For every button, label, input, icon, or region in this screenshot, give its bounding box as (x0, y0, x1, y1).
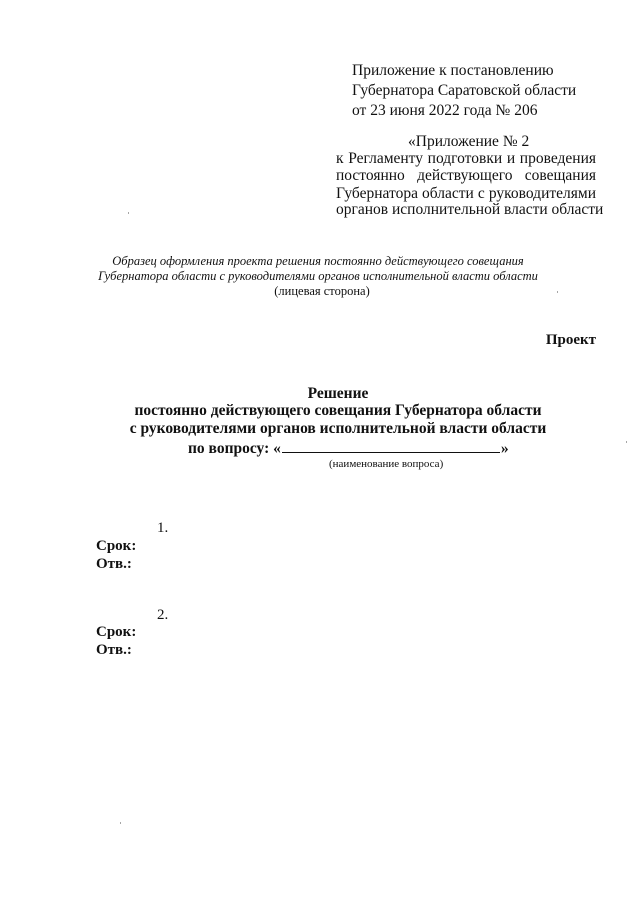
question-prefix: по вопросу: « (188, 440, 281, 457)
sample-caption-line-1: Образец оформления проекта решения постоянно действующего совещания (112, 254, 524, 268)
scan-speck (120, 822, 121, 824)
sample-side-note: (лицевая сторона) (274, 284, 370, 298)
decision-title: Решение (307, 385, 369, 402)
appendix-line-4: органов исполнительной власти области (336, 201, 604, 218)
item-1-deadline-label: Срок: (96, 538, 137, 554)
question-row (188, 438, 509, 458)
question-blank-line (282, 438, 500, 453)
appendix-line-1: к Регламенту подготовки и проведения (336, 150, 596, 167)
header-line-2: Губернатора Саратовской области (352, 82, 577, 99)
appendix-line-2: постоянно действующего совещания (336, 167, 596, 184)
sample-caption-line-2: Губернатора области с руководителями органов исполнительной власти области (98, 269, 538, 283)
decision-line-2: с руководителями органов исполнительной власти области (129, 420, 547, 437)
item-1-responsible-label: Отв.: (96, 556, 132, 572)
header-line-3: от 23 июня 2022 года № 206 (352, 102, 538, 119)
project-label: Проект (545, 332, 596, 348)
item-2-deadline-label: Срок: (96, 624, 137, 640)
question-note: (наименование вопроса) (329, 458, 444, 470)
appendix-title: «Приложение № 2 (408, 133, 530, 150)
question-suffix: » (500, 440, 509, 457)
scan-speck (626, 441, 627, 443)
item-1-number: 1. (157, 520, 169, 536)
appendix-line-3: Губернатора области с руководителями (336, 185, 596, 202)
scan-speck (128, 212, 129, 214)
header-line-1: Приложение к постановлению (352, 62, 554, 79)
decision-line-1: постоянно действующего совещания Губернатора области (134, 402, 542, 419)
item-2-responsible-label: Отв.: (96, 642, 132, 658)
item-2-number: 2. (157, 607, 169, 623)
scan-speck (557, 291, 558, 293)
